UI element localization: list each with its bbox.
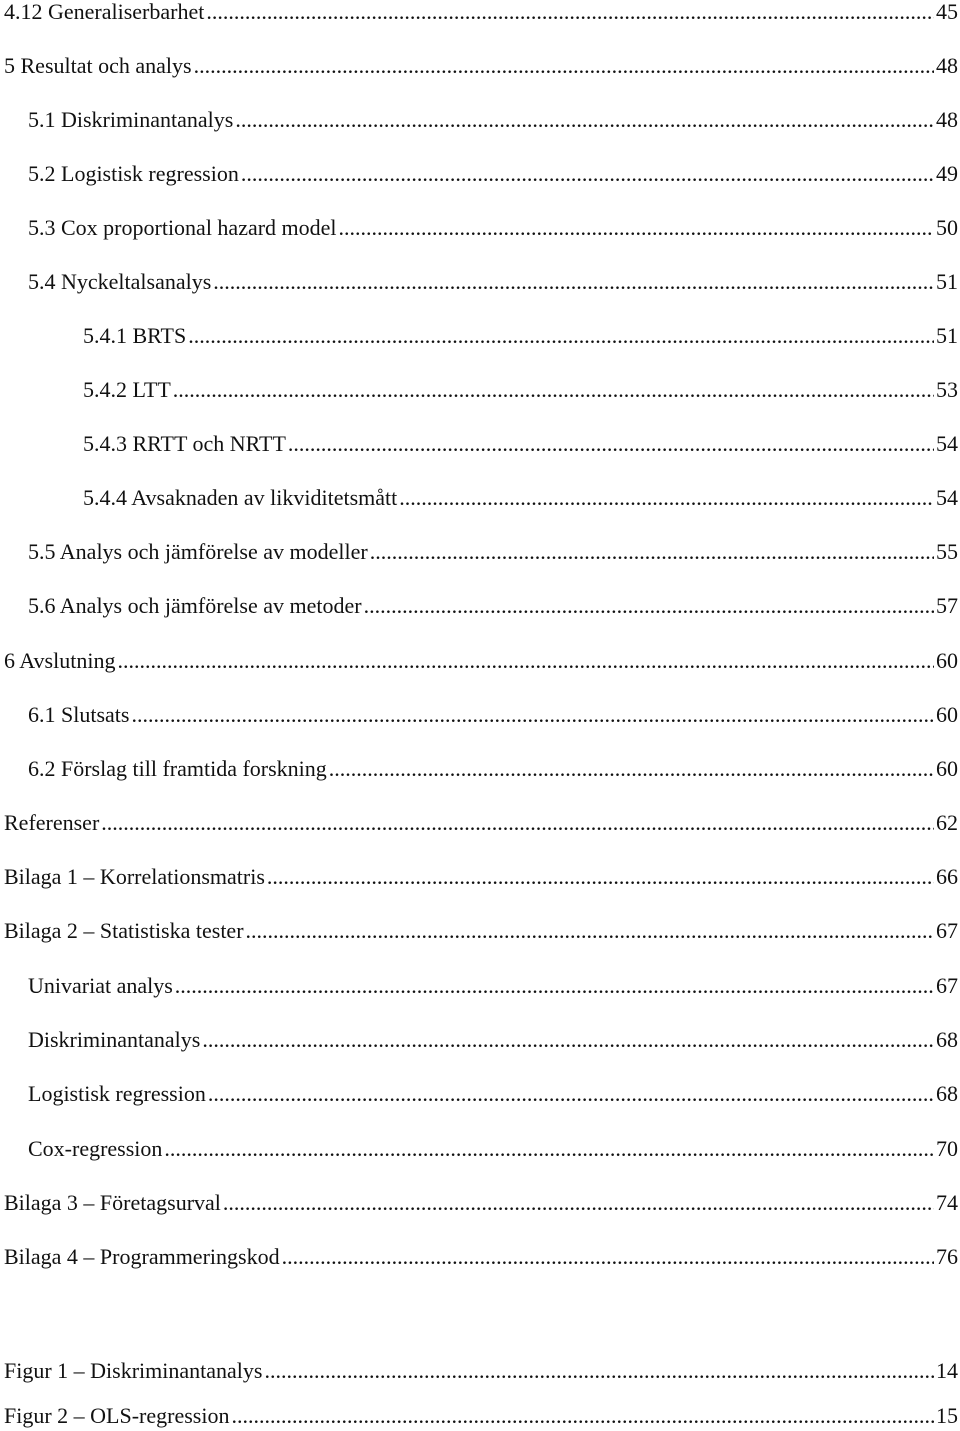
toc-entry[interactable]: [4, 646, 958, 676]
toc-entry-title: Bilaga 1 – Korrelationsmatris: [4, 864, 265, 889]
figure-entry-title: Figur 1 – Diskriminantanalys: [4, 1358, 263, 1383]
toc-entry-page: 67: [936, 973, 958, 998]
dot-leader: [175, 971, 934, 1001]
figure-entry-page: 15: [936, 1403, 958, 1428]
dot-leader: [194, 51, 934, 81]
dot-leader: [231, 1401, 934, 1431]
toc-entry[interactable]: [28, 591, 958, 621]
dot-leader: [117, 646, 934, 676]
dot-leader: [101, 808, 934, 838]
toc-entry-title: 5.1 Diskriminantanalys: [28, 107, 234, 132]
figure-entry[interactable]: [4, 1401, 958, 1431]
toc-entry[interactable]: [83, 321, 958, 351]
dot-leader: [223, 1188, 934, 1218]
toc-entry-title: Logistisk regression: [28, 1081, 206, 1106]
dot-leader: [339, 213, 934, 243]
toc-entry-title: Diskriminantanalys: [28, 1027, 201, 1052]
toc-entry[interactable]: [28, 1079, 958, 1109]
toc-entry-title: 5.6 Analys och jämförelse av metoder: [28, 593, 362, 618]
figure-entry[interactable]: [4, 1356, 958, 1386]
dot-leader: [164, 1134, 934, 1164]
toc-entry[interactable]: [28, 971, 958, 1001]
toc-entry-page: 76: [936, 1244, 958, 1269]
toc-entry-page: 60: [936, 756, 958, 781]
toc-entry-page: 60: [936, 648, 958, 673]
dot-leader: [213, 267, 934, 297]
toc-entry-title: 6.2 Förslag till framtida forskning: [28, 756, 327, 781]
toc-entry-title: 4.12 Generaliserbarhet: [4, 0, 205, 24]
dot-leader: [246, 916, 934, 946]
dot-leader: [282, 1242, 934, 1272]
toc-entry[interactable]: [28, 267, 958, 297]
dot-leader: [267, 862, 934, 892]
dot-leader: [173, 375, 934, 405]
toc-entry-title: 5.4.4 Avsaknaden av likviditetsmått: [83, 485, 398, 510]
dot-leader: [399, 483, 934, 513]
toc-entry-title: Bilaga 4 – Programmeringskod: [4, 1244, 280, 1269]
toc-entry-title: 5 Resultat och analys: [4, 53, 192, 78]
dot-leader: [370, 537, 934, 567]
toc-entry-page: 68: [936, 1027, 958, 1052]
toc-entry-page: 74: [936, 1190, 958, 1215]
toc-entry-page: 54: [936, 485, 958, 510]
dot-leader: [131, 700, 934, 730]
toc-entry-page: 57: [936, 593, 958, 618]
toc-entry-title: 6.1 Slutsats: [28, 702, 130, 727]
toc-entry-page: 51: [936, 269, 958, 294]
toc-entry[interactable]: [28, 159, 958, 189]
toc-entry-page: 67: [936, 918, 958, 943]
toc-entry-title: Univariat analys: [28, 973, 173, 998]
toc-entry-page: 66: [936, 864, 958, 889]
toc-entry-page: 62: [936, 810, 958, 835]
dot-leader: [202, 1025, 934, 1055]
toc-entry-page: 48: [936, 107, 958, 132]
toc-entry-title: 5.4.3 RRTT och NRTT: [83, 431, 286, 456]
dot-leader: [208, 1079, 934, 1109]
dot-leader: [288, 429, 934, 459]
figure-entry-title: Figur 2 – OLS-regression: [4, 1403, 230, 1428]
toc-entry[interactable]: [28, 105, 958, 135]
toc-entry[interactable]: [83, 429, 958, 459]
toc-entry-page: 49: [936, 161, 958, 186]
figure-entry-page: 14: [936, 1358, 958, 1383]
toc-entry[interactable]: [28, 700, 958, 730]
toc-entry-title: Referenser: [4, 810, 100, 835]
toc-entry[interactable]: [28, 1025, 958, 1055]
toc-entry[interactable]: [28, 754, 958, 784]
toc-entry-title: 6 Avslutning: [4, 648, 116, 673]
toc-entry-title: Bilaga 3 – Företagsurval: [4, 1190, 221, 1215]
toc-entry-title: 5.5 Analys och jämförelse av modeller: [28, 539, 368, 564]
toc-entry-page: 54: [936, 431, 958, 456]
toc-entry-page: 45: [936, 0, 958, 24]
toc-entry[interactable]: [28, 1134, 958, 1164]
toc-entry-title: 5.4.2 LTT: [83, 377, 171, 402]
toc-entry[interactable]: [83, 375, 958, 405]
dot-leader: [188, 321, 934, 351]
toc-entry[interactable]: [4, 51, 958, 81]
toc-entry[interactable]: [28, 213, 958, 243]
toc-entry[interactable]: [83, 483, 958, 513]
toc-entry[interactable]: [4, 916, 958, 946]
toc-entry[interactable]: [28, 537, 958, 567]
dot-leader: [264, 1356, 934, 1386]
toc-entry-title: 5.2 Logistisk regression: [28, 161, 239, 186]
dot-leader: [364, 591, 934, 621]
toc-entry[interactable]: [4, 1242, 958, 1272]
toc-entry-page: 51: [936, 323, 958, 348]
toc-entry[interactable]: [4, 862, 958, 892]
toc-entry-page: 70: [936, 1136, 958, 1161]
toc-entry-title: Cox-regression: [28, 1136, 163, 1161]
toc-entry[interactable]: [4, 808, 958, 838]
toc-entry-page: 60: [936, 702, 958, 727]
toc-entry-title: 5.3 Cox proportional hazard model: [28, 215, 337, 240]
toc-entry-title: 5.4.1 BRTS: [83, 323, 187, 348]
toc-entry-page: 55: [936, 539, 958, 564]
dot-leader: [206, 0, 934, 27]
toc-entry-page: 53: [936, 377, 958, 402]
toc-entry[interactable]: [4, 0, 958, 27]
toc-entry-title: 5.4 Nyckeltalsanalys: [28, 269, 212, 294]
dot-leader: [329, 754, 934, 784]
toc-entry-page: 50: [936, 215, 958, 240]
dot-leader: [235, 105, 934, 135]
toc-entry-page: 68: [936, 1081, 958, 1106]
dot-leader: [241, 159, 934, 189]
toc-entry-title: Bilaga 2 – Statistiska tester: [4, 918, 244, 943]
toc-entry[interactable]: [4, 1188, 958, 1218]
toc-entry-page: 48: [936, 53, 958, 78]
